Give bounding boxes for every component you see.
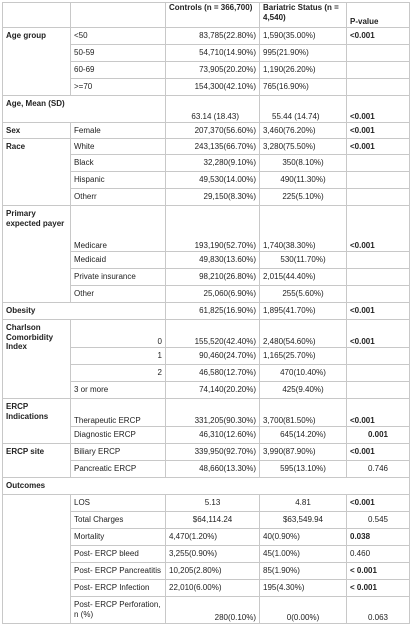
- p-value: 0.038: [347, 529, 410, 546]
- p-value: [347, 348, 410, 365]
- section-label: Age group: [3, 28, 71, 96]
- table-row: [3, 320, 410, 348]
- row-label: Medicare: [71, 206, 166, 252]
- section-label: Outcomes: [3, 478, 410, 495]
- section-label: ERCP site: [3, 444, 71, 478]
- row-label: Female: [71, 123, 166, 139]
- table-row: [3, 28, 410, 45]
- section-label: Age, Mean (SD): [3, 96, 166, 123]
- bariatric-value: 3,280(75.50%): [260, 139, 347, 155]
- p-value: <0.001: [347, 139, 410, 155]
- controls-value: 49,830(13.60%): [166, 252, 260, 269]
- controls-value: 63.14 (18.43): [166, 96, 260, 123]
- row-label: Post- ERCP Infection: [71, 580, 166, 597]
- bariatric-value: 3,990(87.90%): [260, 444, 347, 461]
- controls-value: 90,460(24.70%): [166, 348, 260, 365]
- p-value: <0.001: [347, 28, 410, 45]
- row-label: Biliary ERCP: [71, 444, 166, 461]
- p-value: <0.001: [347, 320, 410, 348]
- p-value: 0.746: [347, 461, 410, 478]
- table-row: [3, 123, 410, 139]
- bariatric-value: 995(21.90%): [260, 45, 347, 62]
- p-value: <0.001: [347, 96, 410, 123]
- controls-value: 74,140(20.20%): [166, 382, 260, 399]
- bariatric-value: 3,700(81.50%): [260, 399, 347, 427]
- controls-value: 339,950(92.70%): [166, 444, 260, 461]
- header-pvalue: P-value: [347, 3, 410, 28]
- bariatric-value: 1,895(41.70%): [260, 303, 347, 320]
- bariatric-value: 45(1.00%): [260, 546, 347, 563]
- table-row: [3, 399, 410, 427]
- controls-value: $64,114.24: [166, 512, 260, 529]
- controls-value: 54,710(14.90%): [166, 45, 260, 62]
- section-label: Obesity: [3, 303, 166, 320]
- controls-value: 22,010(6.00%): [166, 580, 260, 597]
- row-label: 3 or more: [71, 382, 166, 399]
- p-value: [347, 62, 410, 79]
- p-value: <0.001: [347, 123, 410, 139]
- row-label: LOS: [71, 495, 166, 512]
- row-label: 50-59: [71, 45, 166, 62]
- row-label: Post- ERCP Pancreatitis: [71, 563, 166, 580]
- p-value: 0.460: [347, 546, 410, 563]
- table-row: [3, 96, 410, 123]
- row-label: 0: [71, 320, 166, 348]
- p-value: <0.001: [347, 206, 410, 252]
- p-value: [347, 45, 410, 62]
- bariatric-value: 490(11.30%): [260, 172, 347, 189]
- section-label: ERCP Indications: [3, 399, 71, 444]
- bariatric-value: 195(4.30%): [260, 580, 347, 597]
- bariatric-value: 350(8.10%): [260, 155, 347, 172]
- bariatric-value: 225(5.10%): [260, 189, 347, 206]
- row-label: <50: [71, 28, 166, 45]
- table-row: [3, 206, 410, 252]
- p-value: [347, 269, 410, 286]
- controls-value: 10,205(2.80%): [166, 563, 260, 580]
- controls-value: 207,370(56.60%): [166, 123, 260, 139]
- controls-value: 73,905(20.20%): [166, 62, 260, 79]
- bariatric-value: 645(14.20%): [260, 427, 347, 444]
- controls-value: 25,060(6.90%): [166, 286, 260, 303]
- row-label: 2: [71, 365, 166, 382]
- header-bariatric: Bariatric Status (n = 4,540): [260, 3, 347, 28]
- table-row: [3, 139, 410, 155]
- p-value: < 0.001: [347, 580, 410, 597]
- p-value: [347, 382, 410, 399]
- p-value: [347, 286, 410, 303]
- controls-value: 32,280(9.10%): [166, 155, 260, 172]
- bariatric-value: 55.44 (14.74): [260, 96, 347, 123]
- p-value: [347, 79, 410, 96]
- controls-value: 331,205(90.30%): [166, 399, 260, 427]
- controls-value: 29,150(8.30%): [166, 189, 260, 206]
- row-label: Other: [71, 286, 166, 303]
- row-label: Mortality: [71, 529, 166, 546]
- row-label: Post- ERCP bleed: [71, 546, 166, 563]
- controls-value: 46,310(12.60%): [166, 427, 260, 444]
- table-row: [3, 478, 410, 495]
- bariatric-value: 530(11.70%): [260, 252, 347, 269]
- row-label: Hispanic: [71, 172, 166, 189]
- section-label: Primary expected payer: [3, 206, 71, 303]
- bariatric-value: 595(13.10%): [260, 461, 347, 478]
- row-label: White: [71, 139, 166, 155]
- header-empty-1: [3, 3, 71, 28]
- row-label: 1: [71, 348, 166, 365]
- bariatric-value: 40(0.90%): [260, 529, 347, 546]
- table-row: [3, 495, 410, 512]
- controls-value: 3,255(0.90%): [166, 546, 260, 563]
- section-label: Sex: [3, 123, 71, 139]
- outcomes-spacer: [3, 495, 71, 624]
- header-row: [3, 3, 410, 28]
- controls-value: 98,210(26.80%): [166, 269, 260, 286]
- header-controls: Controls (n = 366,700): [166, 3, 260, 28]
- controls-value: 154,300(42.10%): [166, 79, 260, 96]
- bariatric-value: 765(16.90%): [260, 79, 347, 96]
- controls-value: 4,470(1.20%): [166, 529, 260, 546]
- controls-value: 46,580(12.70%): [166, 365, 260, 382]
- bariatric-value: 85(1.90%): [260, 563, 347, 580]
- controls-value: 61,825(16.90%): [166, 303, 260, 320]
- bariatric-value: 470(10.40%): [260, 365, 347, 382]
- bariatric-value: $63,549.94: [260, 512, 347, 529]
- p-value: [347, 155, 410, 172]
- p-value: <0.001: [347, 495, 410, 512]
- row-label: Pancreatic ERCP: [71, 461, 166, 478]
- bariatric-value: 4.81: [260, 495, 347, 512]
- p-value: [347, 365, 410, 382]
- p-value: [347, 252, 410, 269]
- row-label: Therapeutic ERCP: [71, 399, 166, 427]
- row-label: Diagnostic ERCP: [71, 427, 166, 444]
- p-value: [347, 172, 410, 189]
- controls-value: 48,660(13.30%): [166, 461, 260, 478]
- controls-value: 193,190(52.70%): [166, 206, 260, 252]
- bariatric-value: 1,190(26.20%): [260, 62, 347, 79]
- bariatric-value: 2,015(44.40%): [260, 269, 347, 286]
- header-empty-2: [71, 3, 166, 28]
- baseline-characteristics-table: [2, 2, 410, 624]
- controls-value: 49,530(14.00%): [166, 172, 260, 189]
- bariatric-value: 2,480(54.60%): [260, 320, 347, 348]
- bariatric-value: 1,590(35.00%): [260, 28, 347, 45]
- p-value: <0.001: [347, 303, 410, 320]
- bariatric-value: 425(9.40%): [260, 382, 347, 399]
- p-value: [347, 189, 410, 206]
- row-label: Black: [71, 155, 166, 172]
- row-label: Otherr: [71, 189, 166, 206]
- row-label: Private insurance: [71, 269, 166, 286]
- p-value: <0.001: [347, 399, 410, 427]
- bariatric-value: 1,740(38.30%): [260, 206, 347, 252]
- bariatric-value: 3,460(76.20%): [260, 123, 347, 139]
- controls-value: 280(0.10%): [166, 597, 260, 624]
- row-label: 60-69: [71, 62, 166, 79]
- section-label: Charlson Comorbidity Index: [3, 320, 71, 399]
- controls-value: 83,785(22.80%): [166, 28, 260, 45]
- row-label: Medicaid: [71, 252, 166, 269]
- row-label: Total Charges: [71, 512, 166, 529]
- row-label: >=70: [71, 79, 166, 96]
- table-row: [3, 444, 410, 461]
- p-value: <0.001: [347, 444, 410, 461]
- p-value: < 0.001: [347, 563, 410, 580]
- p-value: 0.063: [347, 597, 410, 624]
- controls-value: 155,520(42.40%): [166, 320, 260, 348]
- row-label: Post- ERCP Perforation, n (%): [71, 597, 166, 624]
- controls-value: 243,135(66.70%): [166, 139, 260, 155]
- bariatric-value: 255(5.60%): [260, 286, 347, 303]
- p-value: 0.001: [347, 427, 410, 444]
- bariatric-value: 0(0.00%): [260, 597, 347, 624]
- table-row: [3, 303, 410, 320]
- section-label: Race: [3, 139, 71, 206]
- bariatric-value: 1,165(25.70%): [260, 348, 347, 365]
- controls-value: 5.13: [166, 495, 260, 512]
- p-value: 0.545: [347, 512, 410, 529]
